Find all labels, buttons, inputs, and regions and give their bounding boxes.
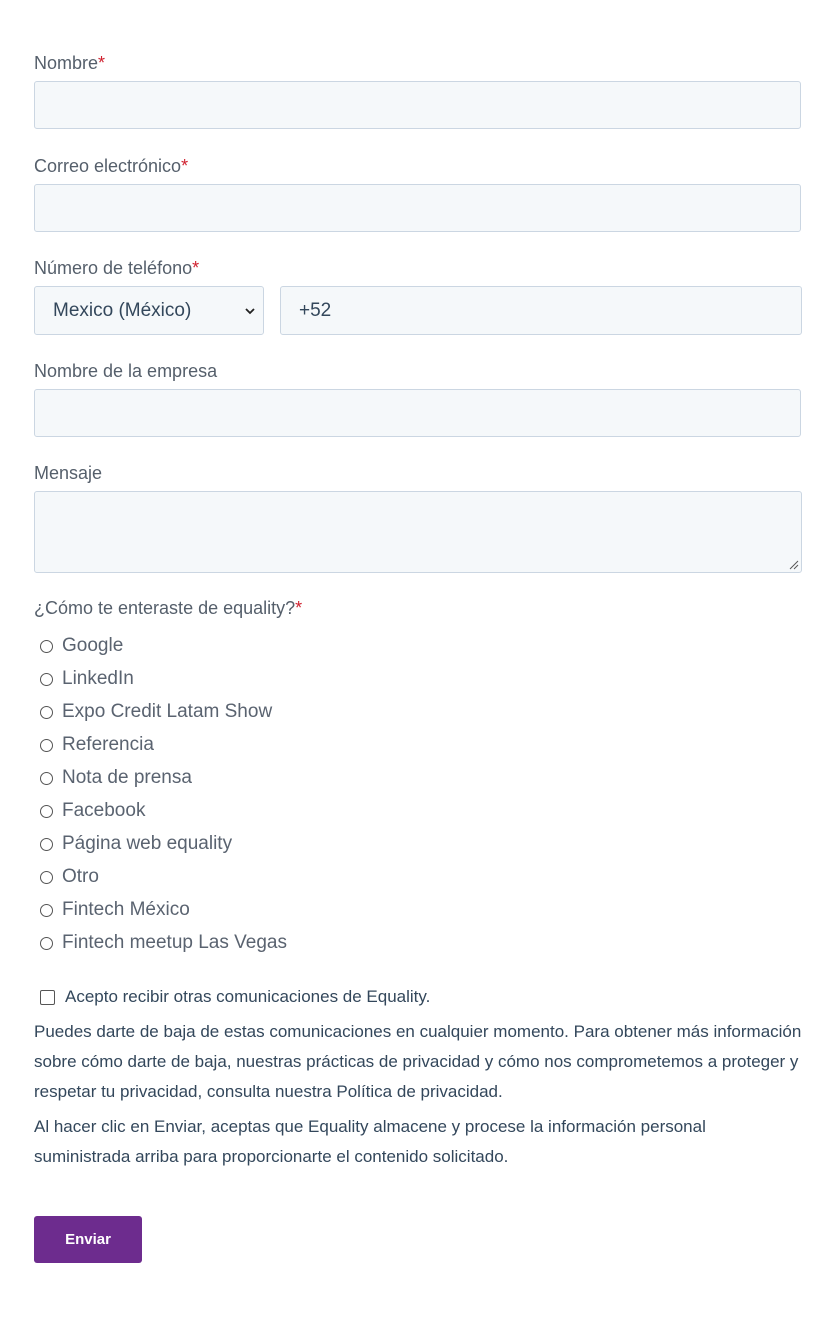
company-label xyxy=(34,360,217,382)
radio-option-fintech-meetup[interactable] xyxy=(40,931,287,955)
source-question-text: ¿Cómo te enteraste de equality? xyxy=(34,598,296,618)
phone-input[interactable] xyxy=(280,286,802,335)
country-select-value: Mexico (México) xyxy=(53,300,192,321)
storage-notice: Al hacer clic en Enviar, aceptas que Equality almacene y procese la información personal suministrada arriba para proporcionarte el contenido solicitado. xyxy=(34,1117,706,1166)
radio-label: LinkedIn xyxy=(62,668,134,689)
radio-option-otro[interactable] xyxy=(40,865,99,889)
radio-button[interactable] xyxy=(40,838,53,851)
name-input[interactable] xyxy=(34,81,801,129)
radio-label: Fintech México xyxy=(62,899,190,920)
name-label-text: Nombre xyxy=(34,53,99,73)
email-label xyxy=(34,155,188,177)
radio-label: Otro xyxy=(62,866,99,887)
submit-button[interactable]: Enviar xyxy=(34,1216,142,1263)
radio-option-fintech-mexico[interactable] xyxy=(40,898,190,922)
radio-button[interactable] xyxy=(40,772,53,785)
required-marker: * xyxy=(98,53,106,73)
radio-button[interactable] xyxy=(40,673,53,686)
privacy-notice: Puedes darte de baja de estas comunicaciones en cualquier momento. Para obtener más información sobre cómo darte de baja, nuestras prácticas de privacidad y cómo nos comprometemos a proteger y respetar tu privacidad, consulta nuestra Política de privacidad. xyxy=(34,1022,802,1101)
radio-label: Nota de prensa xyxy=(62,767,192,788)
source-question-label xyxy=(34,597,302,619)
email-label-text: Correo electrónico xyxy=(34,156,182,176)
radio-button[interactable] xyxy=(40,706,53,719)
required-marker: * xyxy=(181,156,189,176)
radio-label: Facebook xyxy=(62,800,146,821)
radio-option-expo-credit[interactable] xyxy=(40,700,272,724)
radio-label: Expo Credit Latam Show xyxy=(62,701,273,722)
radio-button[interactable] xyxy=(40,904,53,917)
radio-button[interactable] xyxy=(40,805,53,818)
country-select[interactable] xyxy=(34,286,264,335)
radio-option-linkedin[interactable] xyxy=(40,667,134,691)
radio-button[interactable] xyxy=(40,640,53,653)
radio-label: Fintech meetup Las Vegas xyxy=(62,932,287,953)
radio-button[interactable] xyxy=(40,871,53,884)
radio-option-referencia[interactable] xyxy=(40,733,154,757)
email-input[interactable] xyxy=(34,184,801,232)
radio-label: Google xyxy=(62,635,124,656)
message-label xyxy=(34,462,102,484)
consent-checkbox[interactable] xyxy=(40,990,55,1005)
name-label xyxy=(34,52,105,74)
chevron-down-icon xyxy=(243,304,257,318)
phone-label xyxy=(34,257,199,279)
phone-label-text: Número de teléfono xyxy=(34,258,193,278)
radio-label: Página web equality xyxy=(62,833,233,854)
required-marker: * xyxy=(192,258,200,278)
company-label-text: Nombre de la empresa xyxy=(34,361,218,381)
message-label-text: Mensaje xyxy=(34,463,103,483)
consent-row[interactable] xyxy=(40,985,430,1009)
company-input[interactable] xyxy=(34,389,801,437)
radio-button[interactable] xyxy=(40,739,53,752)
radio-option-facebook[interactable] xyxy=(40,799,145,823)
radio-option-nota-prensa[interactable] xyxy=(40,766,192,790)
required-marker: * xyxy=(295,598,303,618)
consent-label: Acepto recibir otras comunicaciones de Equality. xyxy=(65,987,431,1006)
resize-grip-icon[interactable] xyxy=(788,559,799,570)
radio-button[interactable] xyxy=(40,937,53,950)
message-textarea[interactable] xyxy=(34,491,802,573)
radio-label: Referencia xyxy=(62,734,154,755)
radio-option-google[interactable] xyxy=(40,634,123,658)
radio-option-pagina-web[interactable] xyxy=(40,832,232,856)
